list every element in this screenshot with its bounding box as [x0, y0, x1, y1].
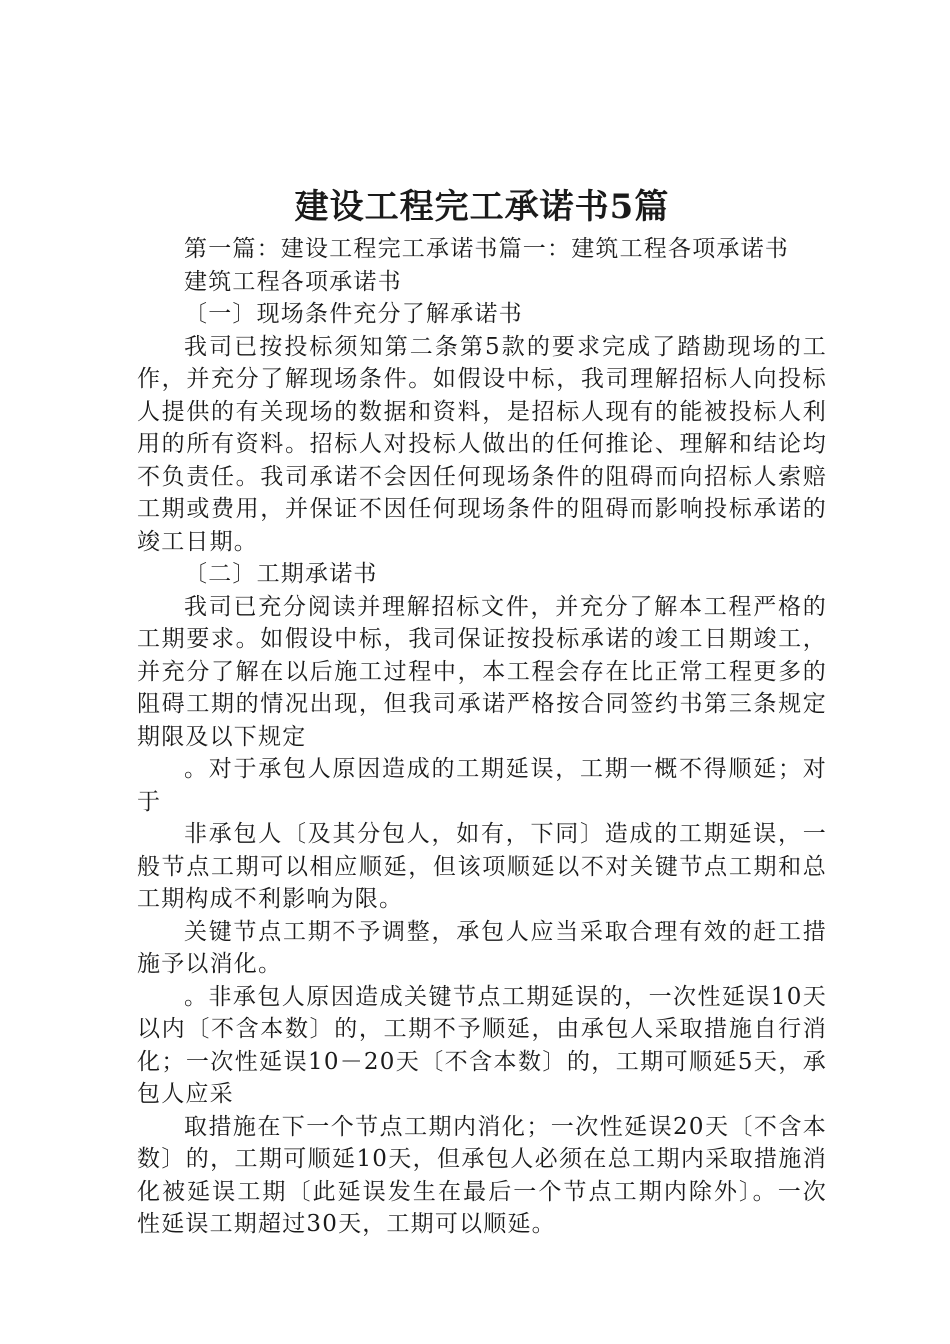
- paragraph-body: 。非承包人原因造成关键节点工期延误的，一次性延误10天以内〔不含本数〕的，工期不予顺延，由承包人采取措施自行消化；一次性延误10－20天〔不含本数〕的，工期可顺延5天，承包人应采: [137, 983, 827, 1107]
- document-page: [137, 183, 827, 1241]
- section-heading-1: 〔一〕现场条件充分了解承诺书: [184, 301, 523, 327]
- paragraph-body: 关键节点工期不予调整，承包人应当采取合理有效的赶工措施予以消化。: [137, 918, 827, 977]
- paragraph-body: 。对于承包人原因造成的工期延误，工期一概不得顺延；对于: [137, 756, 827, 815]
- paragraph-chapter-heading: 第一篇：建设工程完工承诺书篇一：建筑工程各项承诺书: [184, 236, 789, 262]
- paragraph-body: 非承包人〔及其分包人，如有，下同〕造成的工期延误，一般节点工期可以相应顺延，但该项顺延以不对关键节点工期和总工期构成不利影响为限。: [137, 821, 827, 912]
- paragraph-body: 取措施在下一个节点工期内消化；一次性延误20天〔不含本数〕的，工期可顺延10天，但承包人必须在总工期内采取措施消化被延误工期〔此延误发生在最后一个节点工期内除外〕。一次性延误工期超过30天，工期可以顺延。: [137, 1113, 827, 1237]
- section-heading-2: 〔二〕工期承诺书: [184, 561, 378, 587]
- paragraph-body: 我司已充分阅读并理解招标文件，并充分了解本工程严格的工期要求。如假设中标，我司保证按投标承诺的竣工日期竣工，并充分了解在以后施工过程中，本工程会存在比正常工程更多的阻碍工期的情况出现，但我司承诺严格按合同签约书第三条规定期限及以下规定: [137, 593, 827, 750]
- document-title: 建设工程完工承诺书5篇: [294, 187, 670, 227]
- paragraph-subtitle: 建筑工程各项承诺书: [184, 268, 402, 295]
- paragraph-body: 我司已按投标须知第二条第5款的要求完成了踏勘现场的工作，并充分了解现场条件。如假设中标，我司理解招标人向投标人提供的有关现场的数据和资料，是招标人现有的能被投标人利用的所有资料。招标人对投标人做出的任何推论、理解和结论均不负责任。我司承诺不会因任何现场条件的阻碍而向招标人索赔工期或费用，并保证不因任何现场条件的阻碍而影响投标承诺的竣工日期。: [137, 333, 827, 555]
